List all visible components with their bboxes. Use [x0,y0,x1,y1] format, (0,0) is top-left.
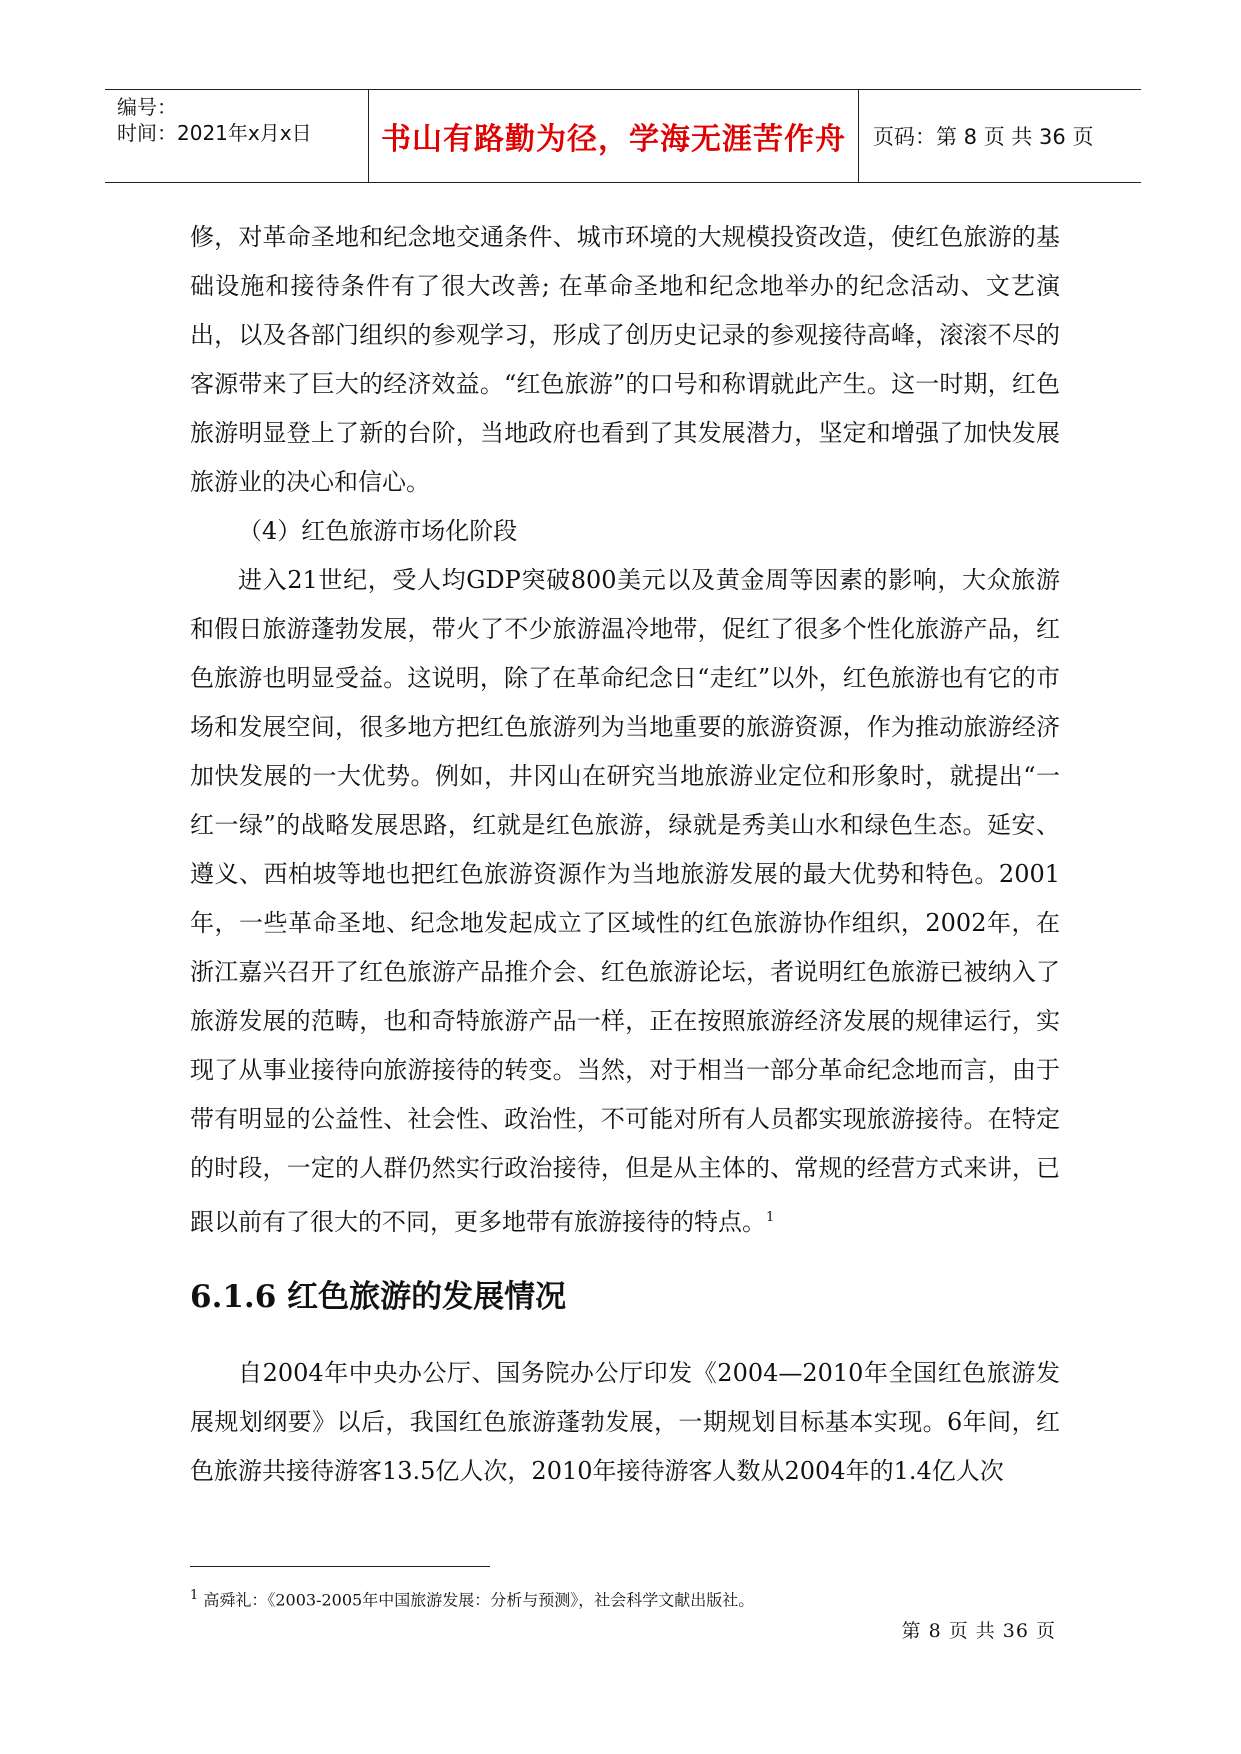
document-time-label: 时间：2021年x月x日 [117,121,312,145]
footnote-mark: 1 [190,1588,199,1603]
body-paragraph: 修，对革命圣地和纪念地交通条件、城市环境的大规模投资改造，使红色旅游的基础设施和接待条件有了很大改善; 在革命圣地和纪念地举办的纪念活动、文艺演出，以及各部门组织的参观学习，形成了创历史记录的参观接待高峰，滚滚不尽的客源带来了巨大的经济效益。“红色旅游”的口号和称谓就此产生。这一时期，红色旅游明显登上了新的台阶，当地政府也看到了其发展潜力，坚定和增强了加快发展旅游业的决心和信心。 [190,223,1060,496]
footnote-text: 高舜礼：《2003-2005年中国旅游发展：分析与预测》，社会科学文献出版社。 [203,1590,755,1610]
header-motto: 书山有路勤为径，学海无涯苦作舟 [369,90,859,182]
document-number-label: 编号： [117,95,177,119]
page-header [105,89,1141,183]
page-footer-number: 第 8 页 共 36 页 [901,1620,1056,1642]
header-meta [105,90,369,182]
body-paragraph-text: 进入21世纪，受人均GDP突破800美元以及黄金周等因素的影响，大众旅游和假日旅游蓬勃发展，带火了不少旅游温冷地带，促红了很多个性化旅游产品，红色旅游也明显受益。这说明，除了在革命纪念日“走红”以外，红色旅游也有它的市场和发展空间，很多地方把红色旅游列为当地重要的旅游资源，作为推动旅游经济加快发展的一大优势。例如，井冈山在研究当地旅游业定位和形象时，就提出“一红一绿”的战略发展思路，红就是红色旅游，绿就是秀美山水和绿色生态。延安、遵义、西柏坡等地也把红色旅游资源作为当地旅游发展的最大优势和特色。2001年，一些革命圣地、纪念地发起成立了区域性的红色旅游协作组织，2002年，在浙江嘉兴召开了红色旅游产品推介会、红色旅游论坛，者说明红色旅游已被纳入了旅游发展的范畴，也和奇特旅游产品一样，正在按照旅游经济发展的规律运行，实现了从事业接待向旅游接待的转变。当然，对于相当一部分革命纪念地而言，由于带有明显的公益性、社会性、政治性，不可能对所有人员都实现旅游接待。在特定的时段，一定的人群仍然实行政治接待，但是从主体的、常规的经营方式来讲，已跟以前有了很大的不同，更多地带有旅游接待的特点。 [190,566,1060,1236]
footnote-divider [190,1566,490,1567]
header-page-label: 页码：第 8 页 共 36 页 [873,125,1094,149]
footnote-reference[interactable]: 1 [766,1210,775,1225]
footnote [190,1584,754,1612]
body-paragraph [190,556,1060,1247]
section-heading: 6.1.6 红色旅游的发展情况 [190,1279,567,1315]
document-body [190,213,1060,1496]
body-paragraph: 自2004年中央办公厅、国务院办公厅印发《2004—2010年全国红色旅游发展规划纲要》以后，我国红色旅游蓬勃发展，一期规划目标基本实现。6年间，红色旅游共接待游客13.5亿人次，2010年接待游客人数从2004年的1.4亿人次 [190,1359,1060,1485]
section-subheading: （4）红色旅游市场化阶段 [238,517,518,545]
